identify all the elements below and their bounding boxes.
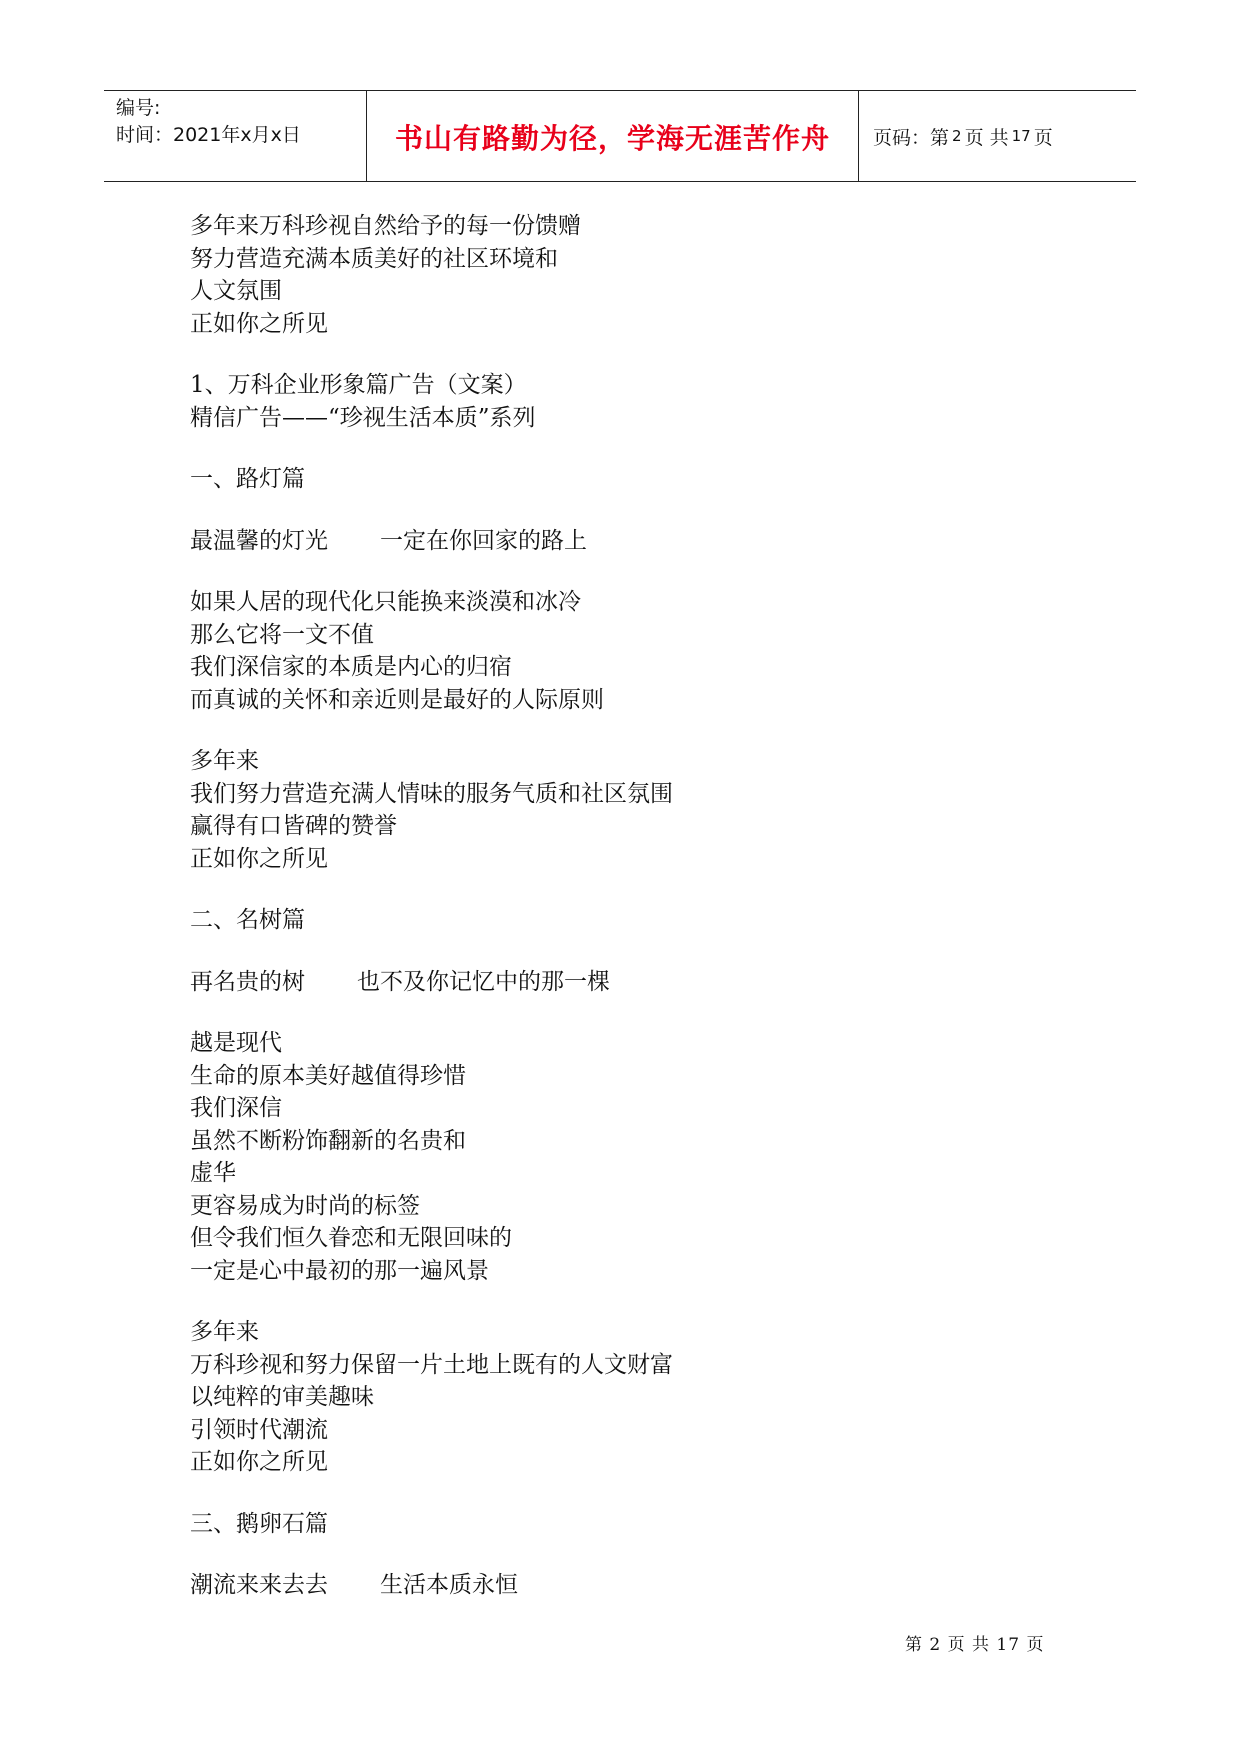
- text-line: 那么它将一文不值: [190, 621, 374, 648]
- header-page-cell: [859, 91, 1136, 181]
- paragraph: [190, 586, 1090, 716]
- text-line: 虽然不断粉饰翻新的名贵和: [190, 1127, 466, 1154]
- text-line: 二、名树篇: [190, 907, 305, 933]
- headline-line: [190, 966, 1090, 999]
- paragraph: [190, 1027, 1090, 1287]
- text-line: 多年来万科珍视自然给予的每一份馈赠: [190, 213, 581, 239]
- paragraph: [190, 1508, 1090, 1541]
- number-label: 编号:: [116, 97, 161, 119]
- headline-part: 再名贵的树: [190, 968, 305, 995]
- text-line: 引领时代潮流: [190, 1416, 328, 1443]
- page-mid: 页 共: [964, 126, 1009, 149]
- paragraph: [190, 966, 1090, 999]
- page-prefix: 页码：第: [873, 126, 950, 149]
- text-line: 万科珍视和努力保留一片土地上既有的人文财富: [190, 1351, 673, 1378]
- text-line: 赢得有口皆碑的赞誉: [190, 813, 397, 839]
- page-number: 2: [952, 127, 962, 145]
- text-line: 我们深信家的本质是内心的归宿: [190, 654, 512, 680]
- page-suffix: 页: [1033, 126, 1053, 149]
- text-line: 我们努力营造充满人情味的服务气质和社区氛围: [190, 780, 673, 807]
- text-line: 一、路灯篇: [190, 466, 305, 492]
- text-line: 努力营造充满本质美好的社区环境和: [190, 245, 558, 272]
- text-line: 多年来: [190, 748, 259, 774]
- headline-part: 最温馨的灯光: [190, 527, 328, 554]
- text-line: 正如你之所见: [190, 1449, 328, 1475]
- paragraph: [190, 369, 1090, 434]
- paragraph: [190, 525, 1090, 558]
- text-line: 三、鹅卵石篇: [190, 1510, 328, 1537]
- headline-part: 也不及你记忆中的那一棵: [357, 968, 610, 995]
- header-meta-cell: [104, 91, 367, 181]
- headline-part: 一定在你回家的路上: [380, 527, 587, 554]
- text-line: 一定是心中最初的那一遍风景: [190, 1257, 489, 1284]
- text-line: 我们深信: [190, 1095, 282, 1121]
- header-motto-cell: [367, 91, 859, 181]
- text-line: 而真诚的关怀和亲近则是最好的人际原则: [190, 686, 604, 713]
- text-line: 正如你之所见: [190, 310, 328, 337]
- text-line: 生命的原本美好越值得珍惜: [190, 1062, 466, 1089]
- text-line: 虚华: [190, 1160, 236, 1186]
- text-line: 但令我们恒久眷恋和无限回味的: [190, 1225, 512, 1251]
- page-total: 17: [1011, 127, 1031, 145]
- text-line: 多年来: [190, 1319, 259, 1345]
- paragraph: [190, 904, 1090, 937]
- text-line: 精信广告——“珍视生活本质”系列: [190, 404, 536, 431]
- text-line: 以纯粹的审美趣味: [190, 1384, 374, 1410]
- time-label: 时间：2021年x月x日: [116, 124, 301, 146]
- page-footer: 第 2 页 共 17 页: [905, 1635, 1045, 1655]
- document-header: [104, 90, 1136, 182]
- headline-line: [190, 525, 1090, 558]
- paragraph: [190, 463, 1090, 496]
- paragraph: [190, 1316, 1090, 1479]
- text-line: 越是现代: [190, 1030, 282, 1056]
- headline-line: [190, 1569, 1090, 1602]
- text-line: 正如你之所见: [190, 845, 328, 872]
- motto: 书山有路勤为径，学海无涯苦作舟: [394, 122, 830, 155]
- paragraph: [190, 210, 1090, 340]
- text-line: 如果人居的现代化只能换来淡漠和冰冷: [190, 589, 581, 615]
- document-body: [190, 210, 1090, 1631]
- headline-part: 潮流来来去去: [190, 1572, 328, 1598]
- text-line: 更容易成为时尚的标签: [190, 1192, 420, 1219]
- text-line: 人文氛围: [190, 278, 282, 304]
- paragraph: [190, 1569, 1090, 1602]
- paragraph: [190, 745, 1090, 875]
- headline-part: 生活本质永恒: [380, 1572, 518, 1598]
- text-line: 1、万科企业形象篇广告（文案）: [190, 372, 527, 398]
